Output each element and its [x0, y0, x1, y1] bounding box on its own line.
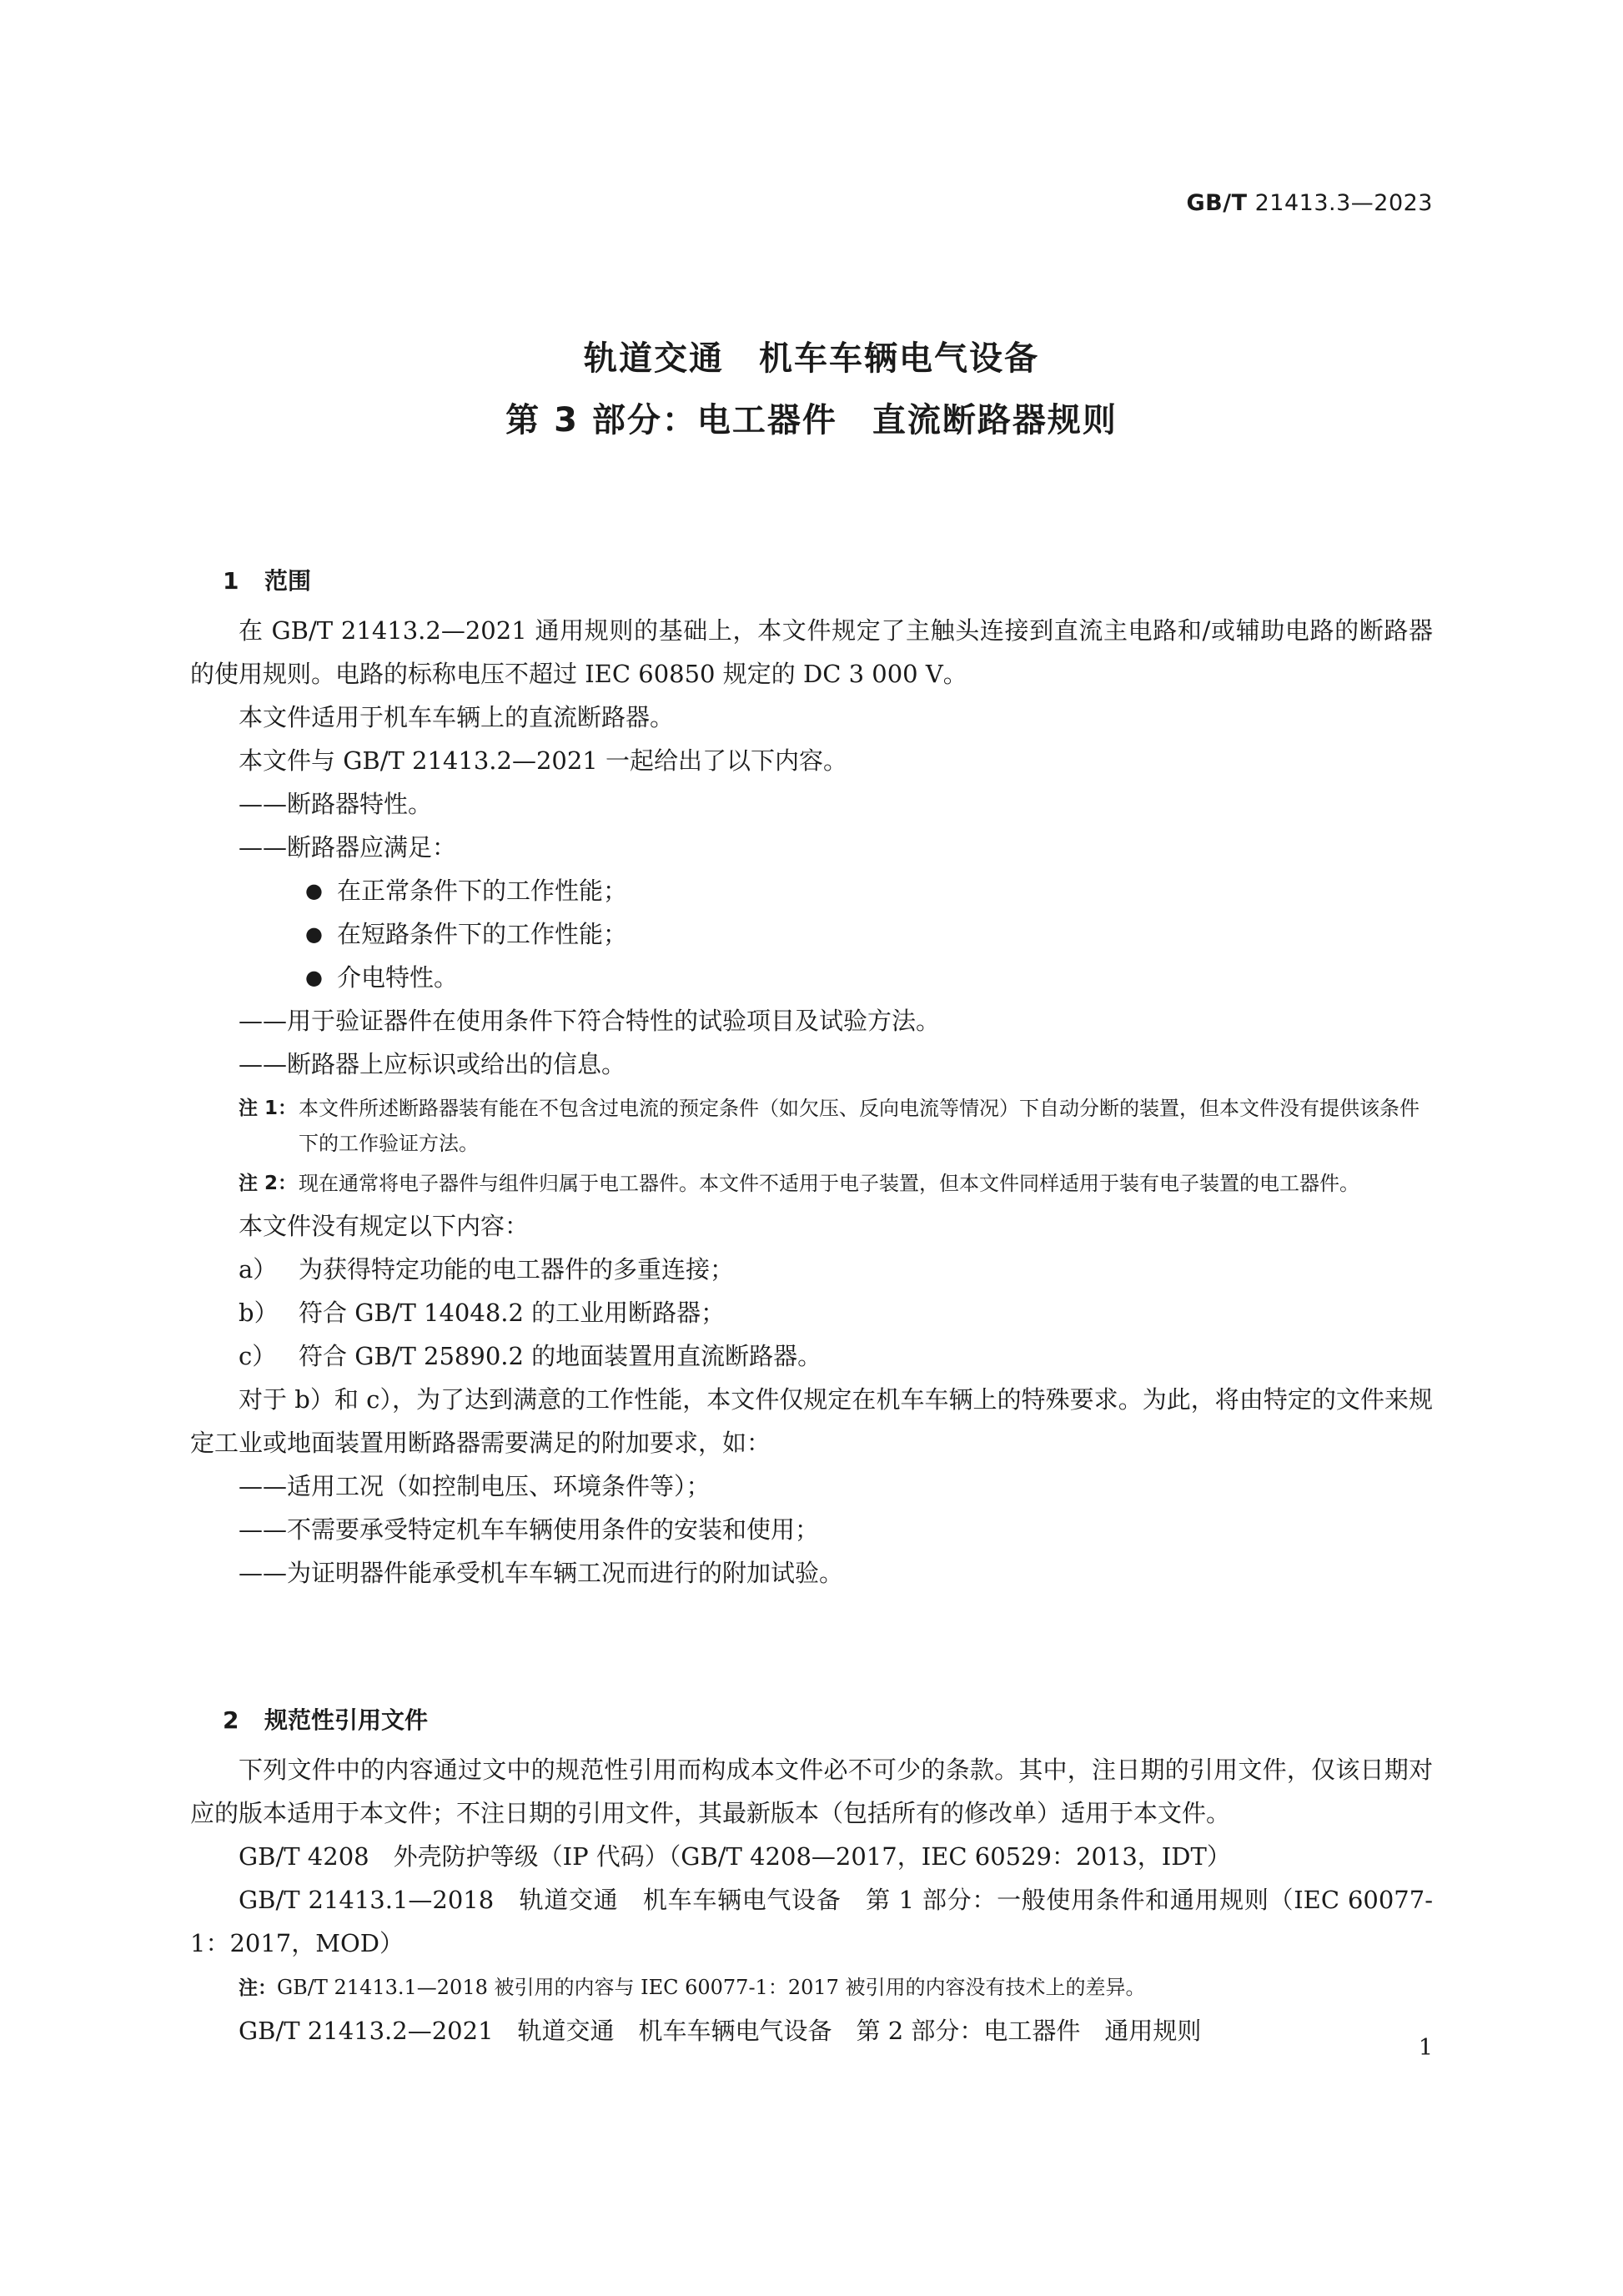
bullet-icon: ●: [305, 966, 323, 989]
section-2-title: 规范性引用文件: [264, 1706, 429, 1734]
note-1: [190, 1091, 1433, 1161]
note-text: 本文件所述断路器装有能在不包含过电流的预定条件（如欠压、反向电流等情况）下自动分断的装置，但本文件没有提供该条件下的工作验证方法。: [299, 1097, 1419, 1155]
section-1-body: [190, 609, 1433, 1595]
paragraph: 本文件没有规定以下内容：: [239, 1212, 530, 1240]
note-text: 现在通常将电子器件与组件归属于电工器件。本文件不适用于电子装置，但本文件同样适用于装有电子装置的电工器件。: [299, 1172, 1359, 1195]
page-number: 1: [1418, 2035, 1433, 2061]
bullet-icon: ●: [305, 922, 323, 946]
paragraph: 在 GB/T 21413.2—2021 通用规则的基础上，本文件规定了主触头连接到直流主电路和/或辅助电路的断路器的使用规则。电路的标称电压不超过 IEC 60850 规定的 DC 3 000 V。: [190, 616, 1433, 688]
section-1-title: 范围: [264, 567, 312, 595]
dash-list-item: ——断路器上应标识或给出的信息。: [239, 1050, 626, 1078]
section-2-number: 2: [223, 1706, 239, 1734]
standard-code: [1187, 190, 1434, 216]
document-title-line-2: 第 3 部分：电工器件 直流断路器规则: [505, 401, 1118, 440]
paragraph: 对于 b）和 c），为了达到满意的工作性能，本文件仅规定在机车车辆上的特殊要求。为此，将由特定的文件来规定工业或地面装置用断路器需要满足的附加要求，如：: [190, 1385, 1433, 1457]
enumerated-item: a） 为获得特定功能的电工器件的多重连接；: [239, 1255, 735, 1284]
paragraph: 本文件适用于机车车辆上的直流断路器。: [239, 703, 675, 731]
reference-entry: GB/T 21413.2—2021 轨道交通 机车车辆电气设备 第 2 部分：电工器件 通用规则: [239, 2017, 1202, 2045]
note-2: [190, 1166, 1433, 1201]
enumerated-item: b） 符合 GB/T 14048.2 的工业用断路器；: [239, 1299, 726, 1327]
bullet-icon: ●: [305, 879, 323, 902]
note-label: 注：: [239, 1977, 277, 1999]
standard-code-number: 21413.3—2023: [1254, 190, 1433, 216]
dash-list-item: ——适用工况（如控制电压、环境条件等）；: [239, 1472, 711, 1500]
reference-entry: GB/T 4208 外壳防护等级（IP 代码）（GB/T 4208—2017，IEC 60529：2013，IDT）: [239, 1842, 1231, 1871]
bullet-list-item: ● 在短路条件下的工作性能；: [190, 912, 1433, 956]
note-text: GB/T 21413.1—2018 被引用的内容与 IEC 60077-1：2017 被引用的内容没有技术上的差异。: [277, 1976, 1146, 1999]
dash-list-item: ——用于验证器件在使用条件下符合特性的试验项目及试验方法。: [239, 1007, 941, 1035]
reference-entry: GB/T 21413.1—2018 轨道交通 机车车辆电气设备 第 1 部分：一般使用条件和通用规则（IEC 60077-1：2017，MOD）: [190, 1886, 1433, 1957]
section-2-body: [190, 1748, 1433, 2052]
bullet-list-item: ● 在正常条件下的工作性能；: [190, 869, 1433, 912]
document-title-line-1: 轨道交通 机车车辆电气设备: [584, 339, 1039, 378]
dash-list-item: ——断路器应满足：: [239, 833, 457, 862]
enumerated-item: c） 符合 GB/T 25890.2 的地面装置用直流断路器。: [239, 1342, 822, 1370]
dash-list-item: ——断路器特性。: [239, 790, 433, 818]
note-label: 注 1：: [239, 1098, 298, 1119]
note-label: 注 2：: [239, 1173, 298, 1194]
bullet-list-item: ● 介电特性。: [190, 956, 1433, 999]
paragraph: 本文件与 GB/T 21413.2—2021 一起给出了以下内容。: [239, 746, 847, 775]
dash-list-item: ——为证明器件能承受机车车辆工况而进行的附加试验。: [239, 1559, 844, 1587]
reference-note: [190, 1970, 1433, 2006]
dash-list-item: ——不需要承受特定机车车辆使用条件的安装和使用；: [239, 1515, 820, 1544]
section-1-number: 1: [223, 567, 239, 595]
paragraph: 下列文件中的内容通过文中的规范性引用而构成本文件必不可少的条款。其中，注日期的引用文件，仅该日期对应的版本适用于本文件；不注日期的引用文件，其最新版本（包括所有的修改单）适用于本文件。: [190, 1756, 1433, 1827]
standard-code-prefix: GB/T: [1186, 190, 1248, 216]
